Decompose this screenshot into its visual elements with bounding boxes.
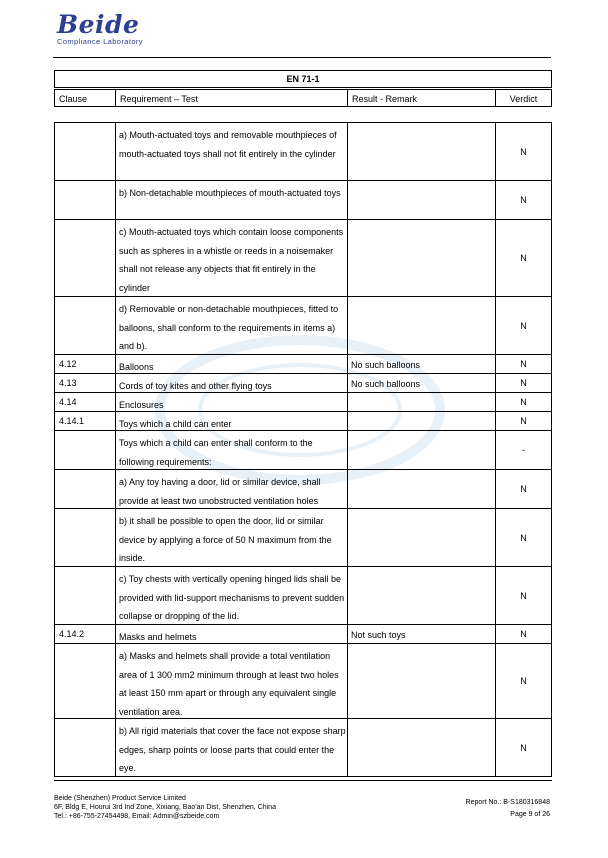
requirement-cell: a) Any toy having a door, lid or similar device, shall provide at least two unobstructed ventilation holes	[115, 469, 347, 508]
table-row	[54, 392, 552, 411]
table-row	[54, 430, 552, 469]
col-requirement: Requirement – Test	[115, 89, 347, 107]
verdict-value: N	[520, 195, 527, 205]
result-cell	[347, 566, 495, 624]
result-cell	[347, 180, 495, 219]
verdict-value: N	[520, 359, 527, 369]
verdict-value: N	[520, 742, 527, 753]
verdict-value: N	[520, 676, 527, 686]
verdict-cell	[495, 624, 552, 643]
clause-cell	[54, 122, 115, 180]
result-cell	[347, 508, 495, 566]
requirement-cell: Cords of toy kites and other flying toys	[115, 373, 347, 392]
result-cell	[347, 411, 495, 430]
logo-wordmark: Beide	[57, 10, 140, 39]
requirement-cell: b) it shall be possible to open the door, lid or similar device by applying a force of 50 N maximum from the inside.	[115, 508, 347, 566]
verdict-cell	[495, 180, 552, 219]
footer-report-info	[466, 797, 550, 821]
verdict-cell	[495, 718, 552, 776]
col-verdict: Verdict	[495, 89, 552, 107]
requirement-cell: a) Mouth-actuated toys and removable mouthpieces of mouth-actuated toys shall not fit entirely in the cylinder	[115, 122, 347, 180]
result-cell	[347, 296, 495, 354]
result-cell	[347, 392, 495, 411]
clause-cell	[54, 469, 115, 508]
verdict-cell	[495, 469, 552, 508]
verdict-cell	[495, 219, 552, 296]
result-cell	[347, 469, 495, 508]
requirement-cell: Masks and helmets	[115, 624, 347, 643]
verdict-value: N	[520, 629, 527, 639]
verdict-cell	[495, 411, 552, 430]
table-row	[54, 411, 552, 430]
verdict-cell	[495, 122, 552, 180]
clause-cell	[54, 718, 115, 776]
table-row	[54, 508, 552, 566]
verdict-cell	[495, 373, 552, 392]
requirement-cell: Toys which a child can enter	[115, 411, 347, 430]
clause-cell	[54, 566, 115, 624]
verdict-cell	[495, 354, 552, 373]
clause-cell: 4.14.1	[54, 411, 115, 430]
verdict-cell	[495, 508, 552, 566]
requirement-cell: b) All rigid materials that cover the face not expose sharp edges, sharp points or loose parts that could enter the eye.	[115, 718, 347, 776]
table-row	[54, 643, 552, 718]
col-clause: Clause	[54, 89, 115, 107]
clause-cell: 4.12	[54, 354, 115, 373]
clause-cell: 4.14.2	[54, 624, 115, 643]
clause-cell	[54, 430, 115, 469]
requirement-cell: d) Removable or non-detachable mouthpieces, fitted to balloons, shall conform to the requirements in items a) and b).	[115, 296, 347, 354]
requirement-cell: Enclosures	[115, 392, 347, 411]
table-row	[54, 566, 552, 624]
result-cell: No such balloons	[347, 354, 495, 373]
table-row	[54, 122, 552, 180]
verdict-value: N	[520, 320, 527, 331]
clause-cell	[54, 643, 115, 718]
requirement-cell: c) Toy chests with vertically opening hinged lids shall be provided with lid-support mechanisms to prevent sudden collapse or dropping of the lid.	[115, 566, 347, 624]
clause-cell: 4.14	[54, 392, 115, 411]
footer-company-info	[54, 794, 276, 821]
table-row	[54, 718, 552, 776]
verdict-value: N	[520, 253, 527, 263]
result-cell: No such balloons	[347, 373, 495, 392]
verdict-cell	[495, 296, 552, 354]
result-cell	[347, 718, 495, 776]
report-number: Report No.: B-S180316848	[465, 799, 550, 806]
verdict-cell	[495, 430, 552, 469]
result-cell	[347, 643, 495, 718]
footer-contact: Tel.: +86-755-27454498, Email: Admin@szbeide.com	[54, 813, 220, 820]
requirement-cell: a) Masks and helmets shall provide a total ventilation area of 1 300 mm2 minimum through at least two holes at least 150 mm apart or through any equivalent single ventilation area.	[115, 643, 347, 718]
logo-subtitle: Compliance Laboratory	[57, 37, 143, 46]
verdict-cell	[495, 392, 552, 411]
standard-title: EN 71-1	[54, 70, 552, 88]
table-header	[54, 89, 552, 107]
requirement-cell: b) Non-detachable mouthpieces of mouth-actuated toys	[115, 180, 347, 219]
clause-cell	[54, 180, 115, 219]
result-cell	[347, 122, 495, 180]
footer-address: 6F, Bldg E, Hourui 3rd Ind Zone, Xixiang, Bao'an Dist, Shenzhen, China	[54, 804, 276, 811]
verdict-cell	[495, 643, 552, 718]
requirement-cell: Balloons	[115, 354, 347, 373]
result-cell	[347, 430, 495, 469]
table-row	[54, 469, 552, 508]
table-row	[54, 624, 552, 643]
table-row	[54, 373, 552, 392]
requirement-cell: Toys which a child can enter shall conform to the following requirements:	[115, 430, 347, 469]
result-cell	[347, 219, 495, 296]
verdict-value: N	[520, 416, 527, 426]
verdict-value: N	[520, 484, 527, 494]
footer-divider	[54, 780, 552, 781]
clause-cell	[54, 508, 115, 566]
clause-cell	[54, 219, 115, 296]
table-row	[54, 296, 552, 354]
table-bottom-border	[54, 776, 552, 777]
header-divider	[53, 57, 551, 58]
result-cell: Not such toys	[347, 624, 495, 643]
verdict-value: N	[520, 378, 527, 388]
table-row	[54, 354, 552, 373]
table-row	[54, 219, 552, 296]
requirement-cell: c) Mouth-actuated toys which contain loose components such as spheres in a whistle or reeds in a noisemaker shall not release any objects that fit entirely in the cylinder	[115, 219, 347, 296]
footer-company: Beide (Shenzhen) Product Service Limited	[54, 795, 186, 802]
col-result: Result - Remark	[347, 89, 495, 107]
verdict-value: N	[520, 397, 527, 407]
verdict-value: N	[520, 146, 527, 157]
verdict-value: -	[522, 445, 525, 455]
clause-cell	[54, 296, 115, 354]
verdict-value: N	[520, 590, 527, 601]
verdict-value: N	[520, 532, 527, 543]
verdict-cell	[495, 566, 552, 624]
company-logo	[57, 12, 143, 46]
clause-cell: 4.13	[54, 373, 115, 392]
table-row	[54, 180, 552, 219]
page-number: Page 9 of 26	[510, 811, 550, 818]
